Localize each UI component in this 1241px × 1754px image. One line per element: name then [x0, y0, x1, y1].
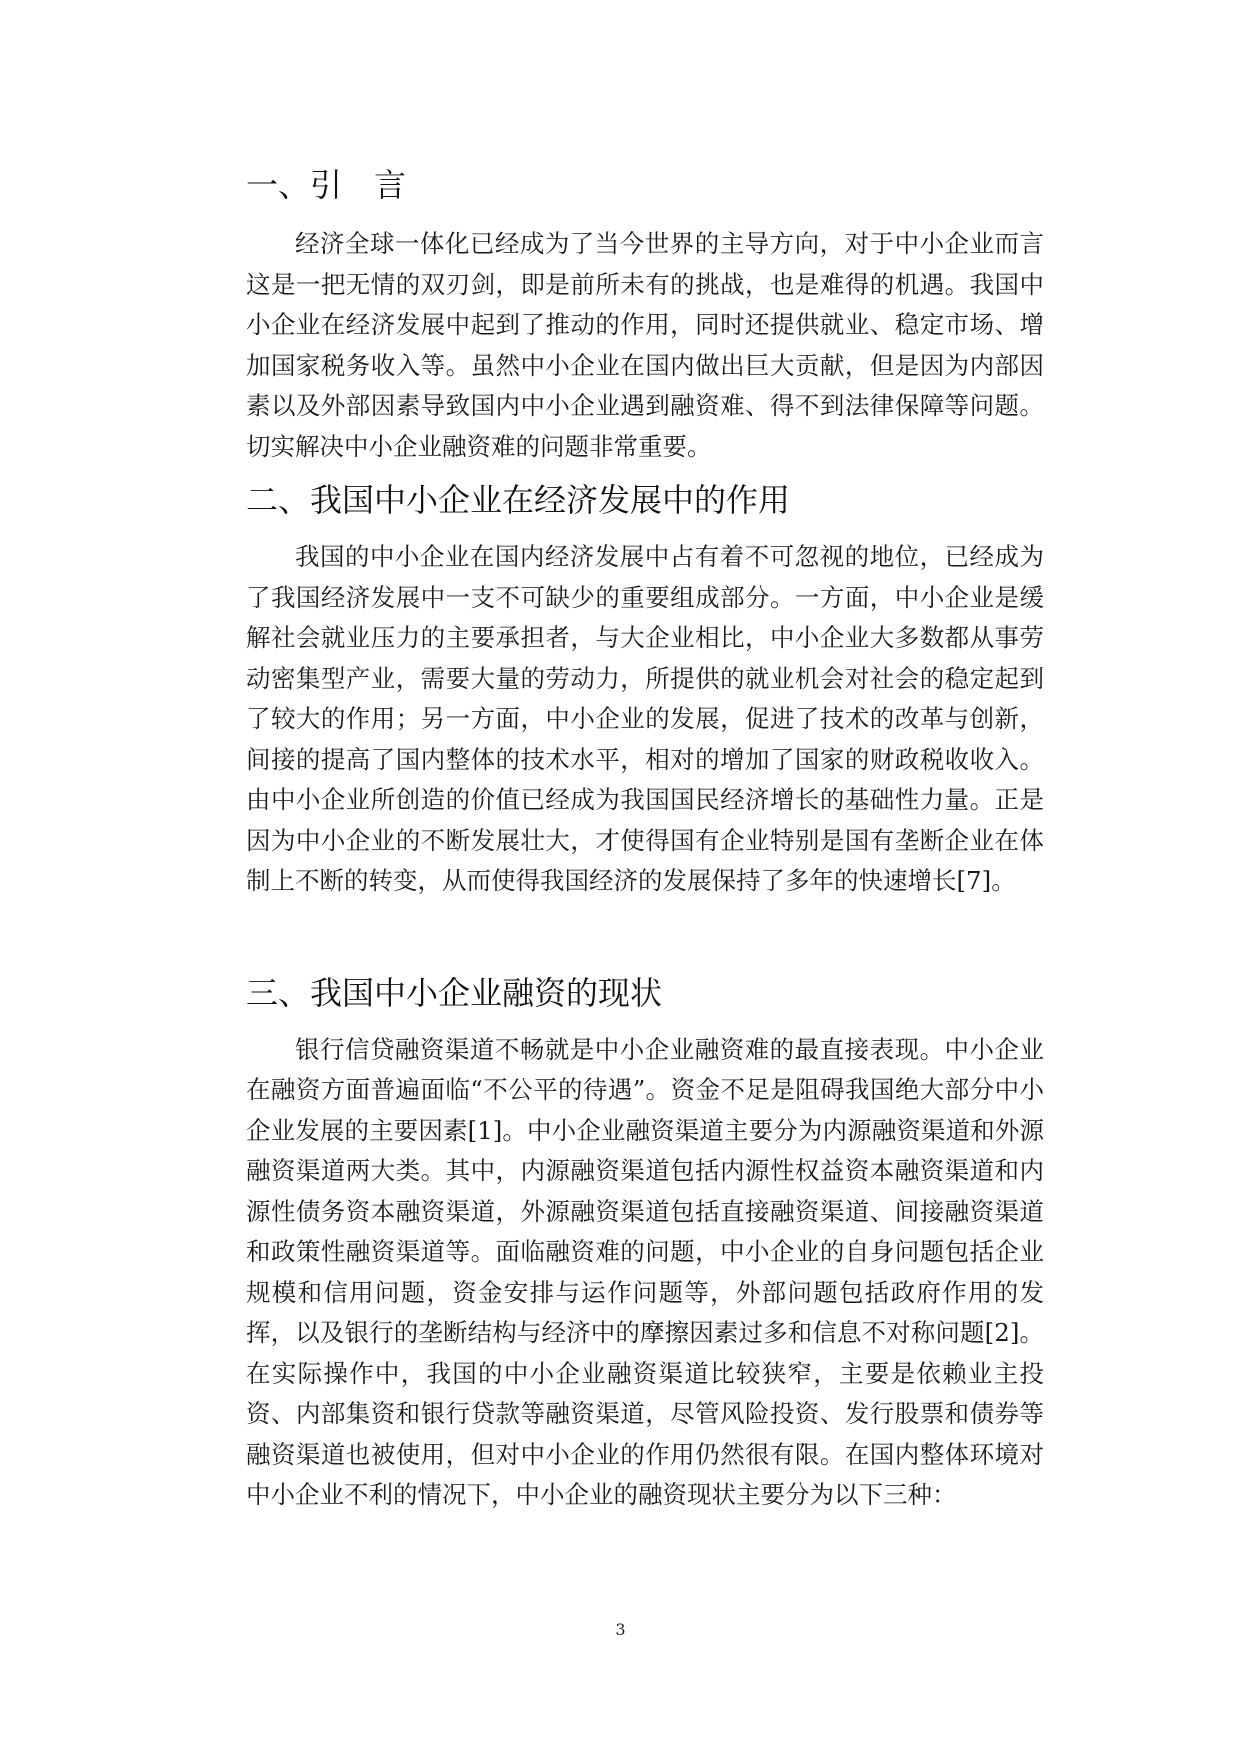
section-paragraph-financing-status: 银行信贷融资渠道不畅就是中小企业融资难的最直接表现。中小企业在融资方面普遍面临“不公平的待遇”。资金不足是阻碍我国绝大部分中小企业发展的主要因素[1]。中小企业融资渠道主要分为内源融资渠道和外源融资渠道两大类。其中，内源融资渠道包括内源性权益资本融资渠道和内源性债务资本融资渠道，外源融资渠道包括直接融资渠道、间接融资渠道和政策性融资渠道等。面临融资难的问题，中小企业的自身问题包括企业规模和信用问题，资金安排与运作问题等，外部问题包括政府作用的发挥，以及银行的垄断结构与经济中的摩擦因素过多和信息不对称问题[2]。在实际操作中，我国的中小企业融资渠道比较狭窄，主要是依赖业主投资、内部集资和银行贷款等融资渠道，尽管风险投资、发行股票和债券等融资渠道也被使用，但对中小企业的作用仍然很有限。在国内整体环境对中小企业不利的情况下，中小企业的融资现状主要分为以下三种：	[246, 1034, 1044, 1509]
section-paragraph-introduction: 经济全球一体化已经成为了当今世界的主导方向，对于中小企业而言这是一把无情的双刃剑，即是前所未有的挑战，也是难得的机遇。我国中小企业在经济发展中起到了推动的作用，同时还提供就业、稳定市场、增加国家税务收入等。虽然中小企业在国内做出巨大贡献，但是因为内部因素以及外部因素导致国内中小企业遇到融资难、得不到法律保障等问题。切实解决中小企业融资难的问题非常重要。	[246, 229, 1044, 461]
section-heading-introduction: 一、引 言	[246, 166, 407, 204]
section-heading-financing-status: 三、我国中小企业融资的现状	[246, 973, 663, 1012]
section-paragraph-role: 我国的中小企业在国内经济发展中占有着不可忽视的地位，已经成为了我国经济发展中一支不可缺少的重要组成部分。一方面，中小企业是缓解社会就业压力的主要承担者，与大企业相比，中小企业大多数都从事劳动密集型产业，需要大量的劳动力，所提供的就业机会对社会的稳定起到了较大的作用；另一方面，中小企业的发展，促进了技术的改革与创新，间接的提高了国内整体的技术水平，相对的增加了国家的财政税收收入。由中小企业所创造的价值已经成为我国国民经济增长的基础性力量。正是因为中小企业的不断发展壮大，才使得国有企业特别是国有垄断企业在体制上不断的转变，从而使得我国经济的发展保持了多年的快速增长[7]。	[246, 542, 1044, 895]
section-heading-role: 二、我国中小企业在经济发展中的作用	[246, 481, 791, 519]
page-number: 3	[615, 1620, 626, 1639]
page-content	[246, 162, 1044, 1516]
